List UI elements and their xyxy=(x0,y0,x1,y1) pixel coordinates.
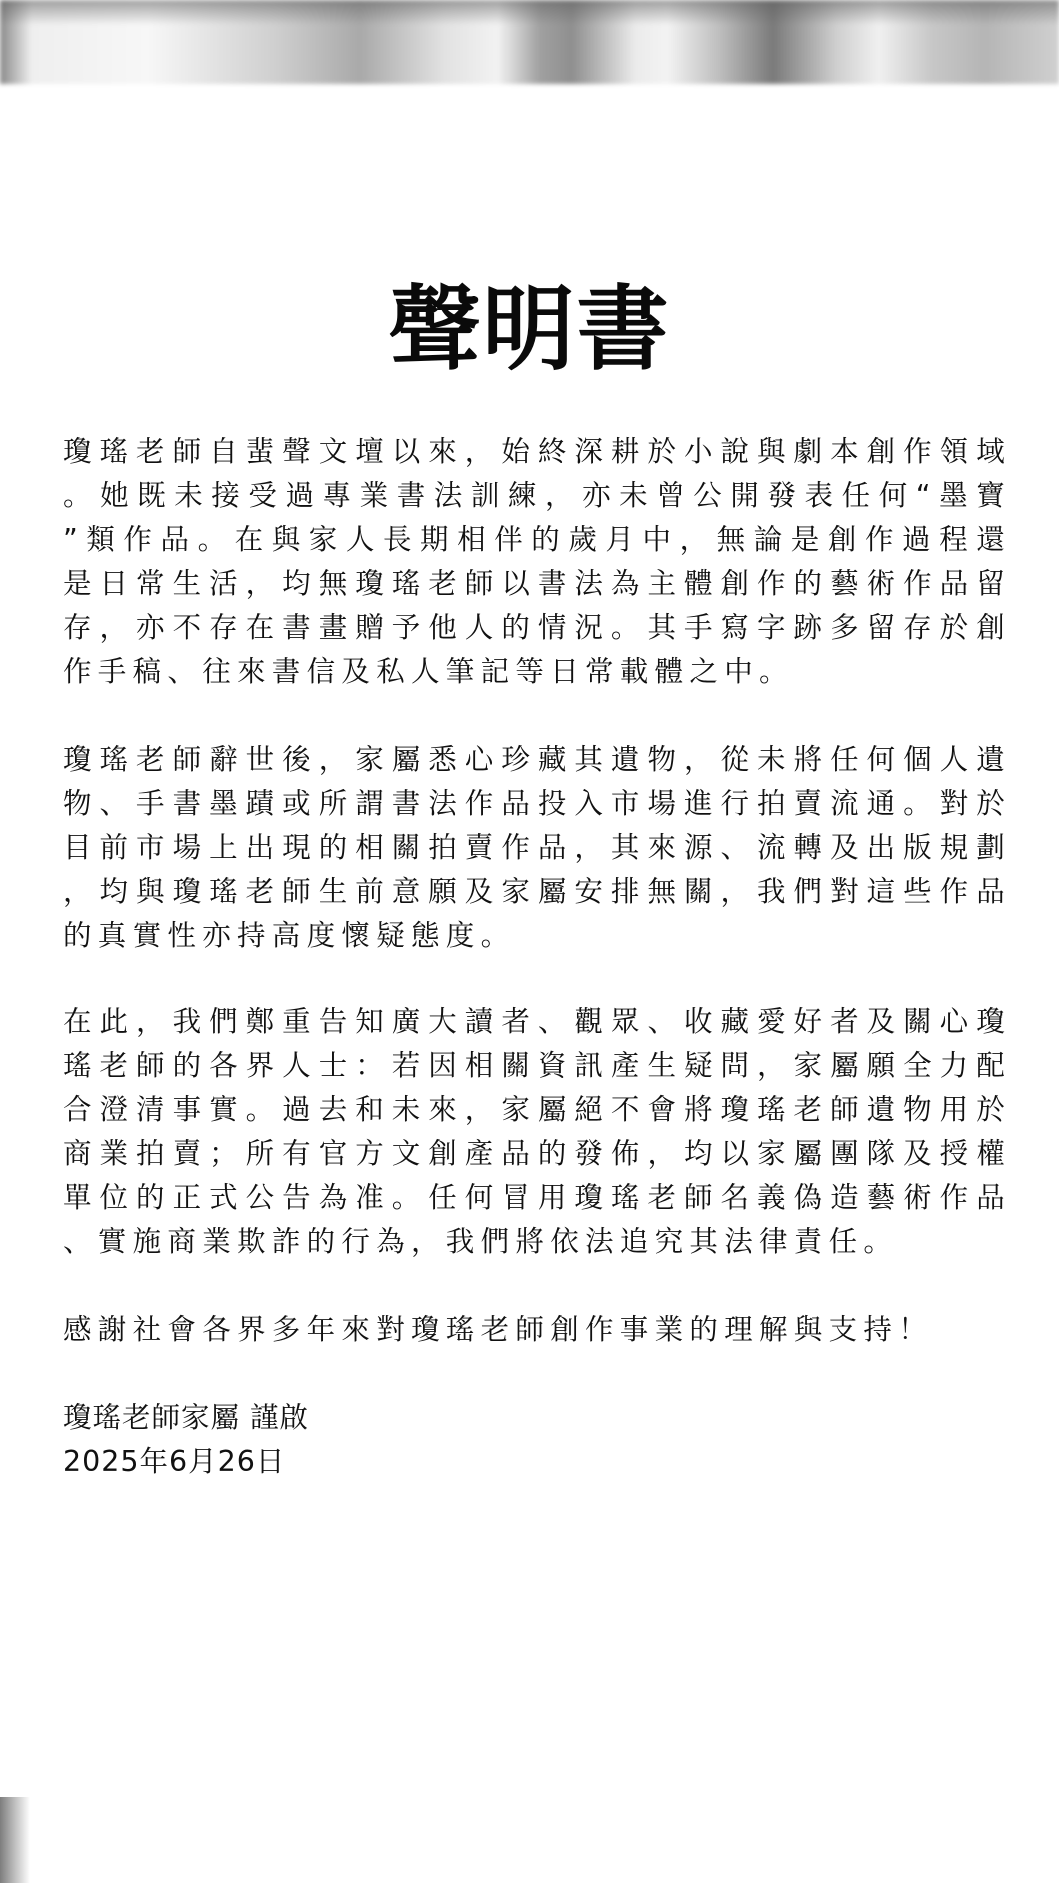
paragraph-line: 是日常生活，均無瓊瑤老師以書法為主體創作的藝術作品留 xyxy=(63,567,1011,600)
paragraph-line: 在此，我們鄭重告知廣大讀者、觀眾、收藏愛好者及關心瓊 xyxy=(63,1005,1011,1038)
paragraph-line: 瑤老師的各界人士：若因相關資訊產生疑問，家屬願全力配 xyxy=(63,1049,1011,1082)
paragraph-line: 、實施商業欺詐的行為，我們將依法追究其法律責任。 xyxy=(63,1225,899,1258)
paragraph-line: 單位的正式公告為准。任何冒用瓊瑤老師名義偽造藝術作品 xyxy=(63,1181,1011,1214)
signature: 瓊瑤老師家屬 謹啟 xyxy=(63,1401,310,1434)
paragraph-line: ”類作品。在與家人長期相伴的歲月中，無論是創作過程還 xyxy=(63,523,1011,556)
paragraph-line: ，均與瓊瑤老師生前意願及家屬安排無關，我們對這些作品 xyxy=(63,875,1011,908)
paragraph-3 xyxy=(63,1000,1011,1264)
paragraph-2 xyxy=(63,738,1011,958)
paragraph-line: 合澄清事實。過去和未來，家屬絕不會將瓊瑤老師遺物用於 xyxy=(63,1093,1011,1126)
document-title: 聲明書 xyxy=(388,274,671,383)
date: 2025年6月26日 xyxy=(63,1445,286,1478)
bottom-edge-shadow xyxy=(0,1797,30,1883)
paragraph-line: 的真實性亦持高度懷疑態度。 xyxy=(63,919,516,952)
blurred-header-band xyxy=(0,0,1059,84)
paragraph-line: 作手稿、往來書信及私人筆記等日常載體之中。 xyxy=(63,655,794,688)
paragraph-line: 存，亦不存在書畫贈予他人的情況。其手寫字跡多留存於創 xyxy=(63,611,1011,644)
paragraph-1 xyxy=(63,430,1011,694)
paragraph-line: 商業拍賣；所有官方文創產品的發佈，均以家屬團隊及授權 xyxy=(63,1137,1011,1170)
paragraph-line: 目前市場上出現的相關拍賣作品，其來源、流轉及出版規劃 xyxy=(63,831,1011,864)
paragraph-line: 。她既未接受過專業書法訓練，亦未曾公開發表任何“墨寶 xyxy=(63,479,1011,512)
paragraph-line: 瓊瑤老師自蜚聲文壇以來，始終深耕於小說與劇本創作領域 xyxy=(63,435,1011,468)
paragraph-line: 瓊瑤老師辭世後，家屬悉心珍藏其遺物，從未將任何個人遺 xyxy=(63,743,1011,776)
thanks-line: 感謝社會各界多年來對瓊瑤老師創作事業的理解與支持！ xyxy=(63,1313,934,1346)
paragraph-line: 物、手書墨蹟或所謂書法作品投入市場進行拍賣流通。對於 xyxy=(63,787,1011,820)
